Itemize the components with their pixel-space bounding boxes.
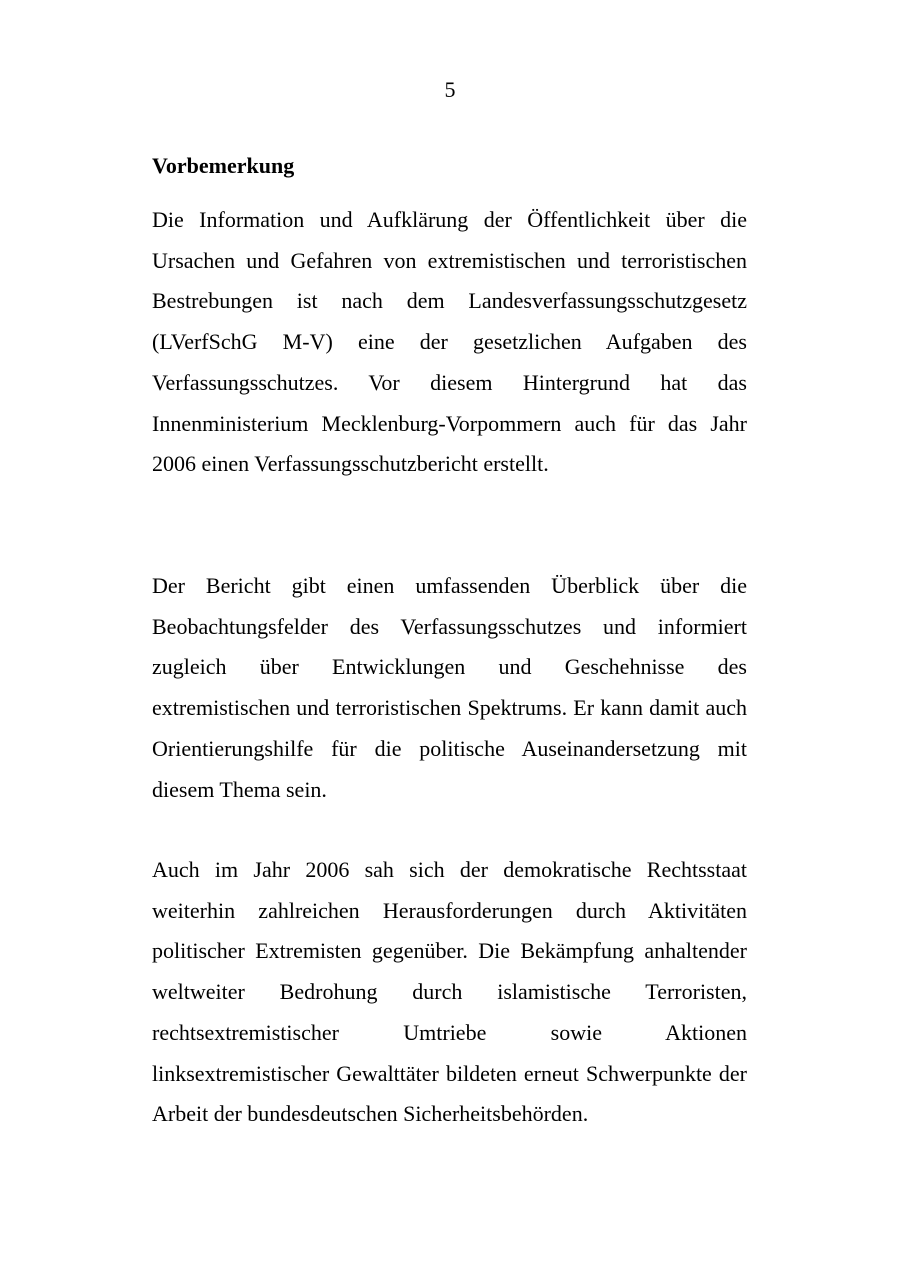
body-paragraph-1: Die Information und Aufklärung der Öffentlichkeit über die Ursachen und Gefahren von extremistischen und terroristischen Bestrebungen ist nach dem Landesverfassungsschutzgesetz (LVerfSchG M-V) eine der gesetzlichen Aufgaben des Verfassungsschutzes. Vor diesem Hintergrund hat das Innenministerium Mecklenburg-Vorpommern auch für das Jahr 2006 einen Verfassungsschutzbericht erstellt. bbox=[152, 207, 747, 477]
body-paragraph-2: Der Bericht gibt einen umfassenden Überblick über die Beobachtungsfelder des Verfassungsschutzes und informiert zugleich über Entwicklungen und Geschehnisse des extremistischen und terroristischen Spektrums. Er kann damit auch Orientierungshilfe für die politische Auseinandersetzung mit diesem Thema sein. bbox=[152, 573, 747, 802]
paragraph-container-1 bbox=[152, 200, 747, 485]
paragraph-container-3 bbox=[152, 850, 747, 1135]
page-number: 5 bbox=[444, 77, 456, 102]
section-heading: Vorbemerkung bbox=[152, 153, 295, 178]
paragraph-container-2 bbox=[152, 566, 747, 810]
body-paragraph-3: Auch im Jahr 2006 sah sich der demokratische Rechtsstaat weiterhin zahlreichen Herausforderungen durch Aktivitäten politischer Extremisten gegenüber. Die Bekämpfung anhaltender weltweiter Bedrohung durch islamistische Terroristen, rechtsextremistischer Umtriebe sowie Aktionen linksextremistischer Gewalttäter bildeten erneut Schwerpunkte der Arbeit der bundesdeutschen Sicherheitsbehörden. bbox=[152, 857, 747, 1127]
